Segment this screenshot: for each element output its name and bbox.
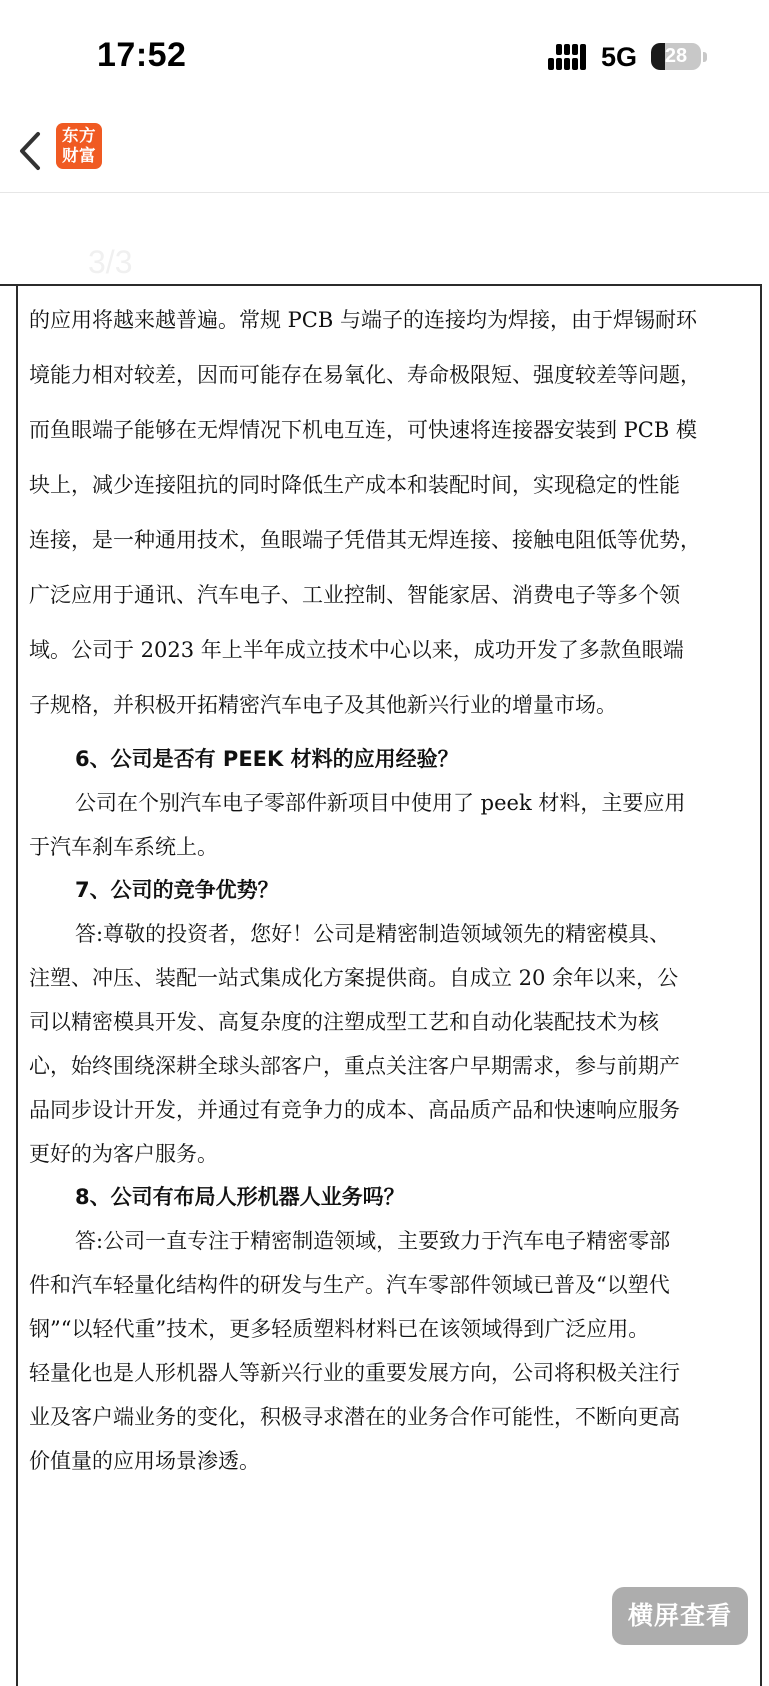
answer-7-line: 心，始终围绕深耕全球头部客户，重点关注客户早期需求，参与前期产 bbox=[29, 1054, 680, 1078]
answer-6-line: 于汽车刹车系统上。 bbox=[29, 835, 218, 859]
answer-7-line: 注塑、冲压、装配一站式集成化方案提供商。自成立 20 余年以来，公 bbox=[29, 966, 679, 990]
answer-6-line: 公司在个别汽车电子零部件新项目中使用了 peek 材料，主要应用 bbox=[75, 791, 686, 815]
answer-8-line: 价值量的应用场景渗透。 bbox=[29, 1449, 260, 1473]
doc-line: 的应用将越来越普遍。常规 PCB 与端子的连接均为焊接，由于焊锡耐环 bbox=[29, 308, 697, 332]
battery-level: 28 bbox=[664, 45, 688, 67]
answer-7-line: 品同步设计开发，并通过有竞争力的成本、高品质产品和快速响应服务 bbox=[29, 1098, 680, 1122]
doc-line: 而鱼眼端子能够在无焊情况下机电互连，可快速将连接器安装到 PCB 模 bbox=[29, 418, 697, 442]
doc-line: 连接，是一种通用技术，鱼眼端子凭借其无焊连接、接触电阻低等优势， bbox=[29, 528, 701, 552]
doc-line: 块上，减少连接阻抗的同时降低生产成本和装配时间，实现稳定的性能 bbox=[29, 473, 680, 497]
battery-icon bbox=[651, 43, 701, 70]
chevron-left-icon bbox=[14, 128, 54, 174]
status-bar bbox=[0, 0, 769, 110]
answer-8-line: 答:公司一直专注于精密制造领域，主要致力于汽车电子精密零部 bbox=[75, 1229, 671, 1253]
answer-8-line: 钢”“以轻代重”技术，更多轻质塑料材料已在该领域得到广泛应用。 bbox=[29, 1317, 650, 1341]
network-type: 5G bbox=[601, 42, 638, 72]
answer-7-line: 答:尊敬的投资者，您好！公司是精密制造领域领先的精密模具、 bbox=[75, 922, 671, 946]
logo-line-1: 东方 bbox=[62, 126, 96, 145]
answer-8-line: 轻量化也是人形机器人等新兴行业的重要发展方向，公司将积极关注行 bbox=[29, 1361, 680, 1385]
page-indicator: 3/3 bbox=[88, 244, 133, 280]
landscape-view-button[interactable]: 横屏查看 bbox=[612, 1587, 748, 1645]
answer-7-line: 司以精密模具开发、高复杂度的注塑成型工艺和自动化装配技术为核 bbox=[29, 1010, 659, 1034]
answer-8-line: 件和汽车轻量化结构件的研发与生产。汽车零部件领域已普及“以塑代 bbox=[29, 1273, 670, 1297]
status-time: 17:52 bbox=[97, 36, 187, 74]
logo-line-2: 财富 bbox=[62, 146, 96, 165]
battery-tip bbox=[703, 52, 707, 62]
frame-divider bbox=[0, 284, 16, 286]
doc-line: 广泛应用于通讯、汽车电子、工业控制、智能家居、消费电子等多个领 bbox=[29, 583, 680, 607]
doc-line: 域。公司于 2023 年上半年成立技术中心以来，成功开发了多款鱼眼端 bbox=[29, 638, 684, 662]
nav-bar bbox=[0, 110, 769, 193]
question-6-heading: 6、公司是否有 PEEK 材料的应用经验？ bbox=[75, 747, 459, 771]
cellular-signal-icon bbox=[548, 44, 586, 70]
doc-line: 境能力相对较差，因而可能存在易氧化、寿命极限短、强度较差等问题， bbox=[29, 363, 701, 387]
question-8-heading: 8、公司有布局人形机器人业务吗？ bbox=[75, 1185, 405, 1209]
eastmoney-logo[interactable] bbox=[56, 123, 102, 169]
back-button[interactable] bbox=[14, 128, 54, 174]
doc-line: 子规格，并积极开拓精密汽车电子及其他新兴行业的增量市场。 bbox=[29, 693, 617, 717]
answer-8-line: 业及客户端业务的变化，积极寻求潜在的业务合作可能性，不断向更高 bbox=[29, 1405, 680, 1429]
answer-7-line: 更好的为客户服务。 bbox=[29, 1142, 218, 1166]
question-7-heading: 7、公司的竞争优势？ bbox=[75, 878, 279, 902]
